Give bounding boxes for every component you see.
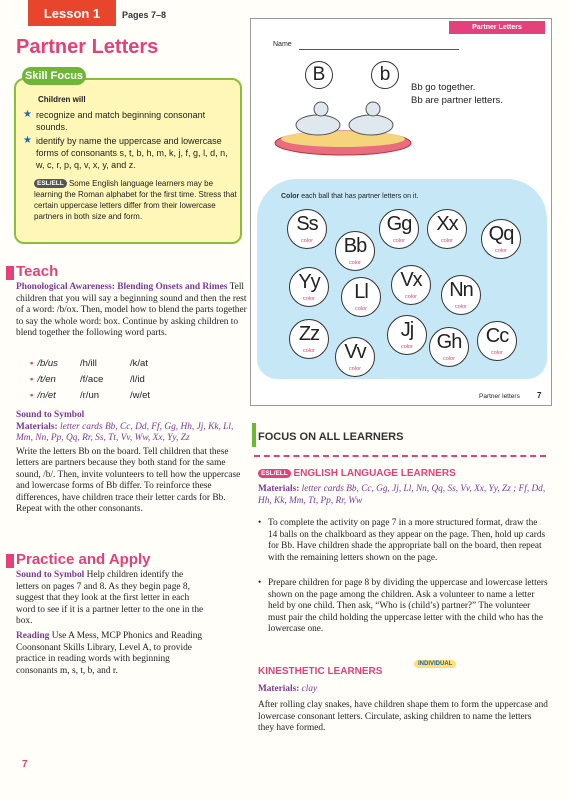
letter-ball: Vv color <box>335 337 375 377</box>
letter-ball: Cc color <box>477 321 517 361</box>
page-number: 7 <box>22 759 28 770</box>
page-title: Partner Letters <box>16 36 159 58</box>
letter-ball: Jj color <box>387 315 427 355</box>
big-lowercase-ball: b <box>371 61 399 89</box>
sts-text: Write the letters Bb on the board. Tell children that these letters are partners because they both stand for the same sound, /b/. Then, invite volunteers to tell how the uppercase and lowercase forms of Bb differ. To reinforce these differences, have children trace their letter cards for Bb. Repeat with the other consonants. <box>16 446 241 514</box>
word-parts-list <box>30 356 180 404</box>
word-parts-row: • /t/en /f/ace /l/id <box>30 374 145 385</box>
student-page-banner: Partner Letters <box>449 21 545 34</box>
skill-item <box>23 109 232 133</box>
esl-badge: ESL/ELL <box>34 179 67 188</box>
sts-heading: Sound to Symbol <box>16 410 85 420</box>
kinesthetic-text: After rolling clay snakes, have children shape them to form the uppercase and lowercase consonant letters. Circulate, asking children to name the letters they have formed. <box>258 700 548 733</box>
dashed-divider <box>254 455 546 457</box>
practice-heading: Practice and Apply <box>16 551 151 568</box>
letter-ball: Yy color <box>289 267 329 307</box>
ell-materials: Materials: letter cards Bb, Cc, Gg, Jj, Ll, Nn, Qq, Ss, Vv, Xx, Yy, Zz ; Ff, Dd, Hh, Kk, Mm, Tt, Pp, Rr, Ww <box>258 484 546 506</box>
word-parts-row: • /n/et /r/un /w/et <box>30 390 151 401</box>
pa-subheading: Phonological Awareness: Blending Onsets and Rimes <box>16 282 228 292</box>
letter-ball: Gh color <box>429 327 469 367</box>
letter-ball: Ll color <box>341 277 381 317</box>
word-parts-row: • /b/us /h/ill /k/at <box>30 358 148 369</box>
kinesthetic-materials: Materials: clay <box>258 684 318 694</box>
lesson-tab: Lesson 1 <box>28 0 116 26</box>
letter-ball: Zz color <box>289 319 329 359</box>
student-page-number: 7 <box>537 391 542 400</box>
letter-ball: Bb color <box>335 231 375 271</box>
sts-materials: Materials: letter cards Bb, Cc, Dd, Ff, Gg, Hh, Jj, Kk, Ll, Mm, Nn, Pp, Qq, Rr, Ss, Tt, Vv, Ww, Xx, Yy, Zz <box>16 421 234 443</box>
name-label: Name <box>273 41 292 48</box>
skill-item <box>23 135 232 171</box>
esl-note-text: Some English language learners may be learning the Roman alphabet for the first time. Stress that certain uppercase letters differ from their lowercase partners in both size and form. <box>34 179 237 221</box>
instruction: Color each ball that has partner letters on it. <box>281 193 419 200</box>
seals-illustration <box>273 87 413 157</box>
skill-item-text: identify by name the uppercase and lowercase forms of consonants s, t, b, h, m, k, j, f, g, l, d, n, w, c, r, p, q, v, x, y, and z. <box>36 136 228 170</box>
esl-note <box>34 178 238 222</box>
section-flag <box>6 554 14 568</box>
section-flag <box>6 266 14 280</box>
focus-bar <box>252 423 256 447</box>
letter-ball: Xx color <box>427 209 467 249</box>
star-icon: ★ <box>23 135 32 146</box>
teach-heading: Teach <box>16 263 59 280</box>
children-will-label: Children will <box>38 95 86 104</box>
individual-badge: INDIVIDUAL <box>414 660 456 668</box>
skill-item-text: recognize and match beginning consonant sounds. <box>36 110 206 132</box>
skill-focus-label: Skill Focus <box>22 67 86 85</box>
ell-heading: ESL/ELL ENGLISH LANGUAGE LEARNERS <box>258 468 456 479</box>
letter-ball: Ss color <box>287 209 327 249</box>
big-uppercase-ball: B <box>305 61 333 89</box>
letter-ball: Vx color <box>391 265 431 305</box>
kinesthetic-heading: KINESTHETIC LEARNERS <box>258 666 383 677</box>
ell-bullet: • Prepare children for page 8 by dividing the uppercase and lowercase letters shown on the page among the children. Ask a volunteer to name a letter held by one child. Then ask, “Who is (child’s) partner?” The volunteer must pair the child holding the uppercase letter with the child who has the lowercase one. <box>258 578 548 636</box>
phonological-awareness-para <box>16 282 248 340</box>
student-page <box>250 18 552 406</box>
letter-ball: Gg color <box>379 209 419 249</box>
ell-badge: ESL/ELL <box>258 469 291 478</box>
partner-explanation: Bb go together. Bb are partner letters. <box>411 82 503 106</box>
star-icon: ★ <box>23 109 32 120</box>
pa-text: Tell children that you will say a beginning sound and then the rest of a word: /b/ox. Then, model how to blend the parts together to say the whole word: box. Continue by asking children to blend together the following word parts. <box>16 282 247 338</box>
page-range: Pages 7–8 <box>122 10 167 20</box>
practice-para: Sound to Symbol Help children identify the letters on pages 7 and 8. As they begin page 8, suggest that they look at the first letter in each word to see if it is a partner letter to the one in the box. <box>16 570 204 626</box>
name-line <box>299 49 459 50</box>
sound-to-symbol-section <box>16 410 248 516</box>
focus-title: FOCUS ON ALL LEARNERS <box>258 431 404 443</box>
student-footer-label: Partner letters <box>479 393 520 400</box>
ell-bullet: • To complete the activity on page 7 in a more structured format, draw the 14 balls on the chalkboard as they appear on the page. Then, hold up cards for Bb. Have children shade the appropriate ball on the board, then repeat with the remaining letters shown on the page. <box>258 518 548 564</box>
reading-para: Reading Use A Mess, MCP Phonics and Reading Coonsonant Skills Library, Level A, to provide practice in reading words with beginning consonants m, s, t, b, and r. <box>16 631 203 676</box>
letter-ball: Nn color <box>441 275 481 315</box>
letter-ball: Qq color <box>481 219 521 259</box>
